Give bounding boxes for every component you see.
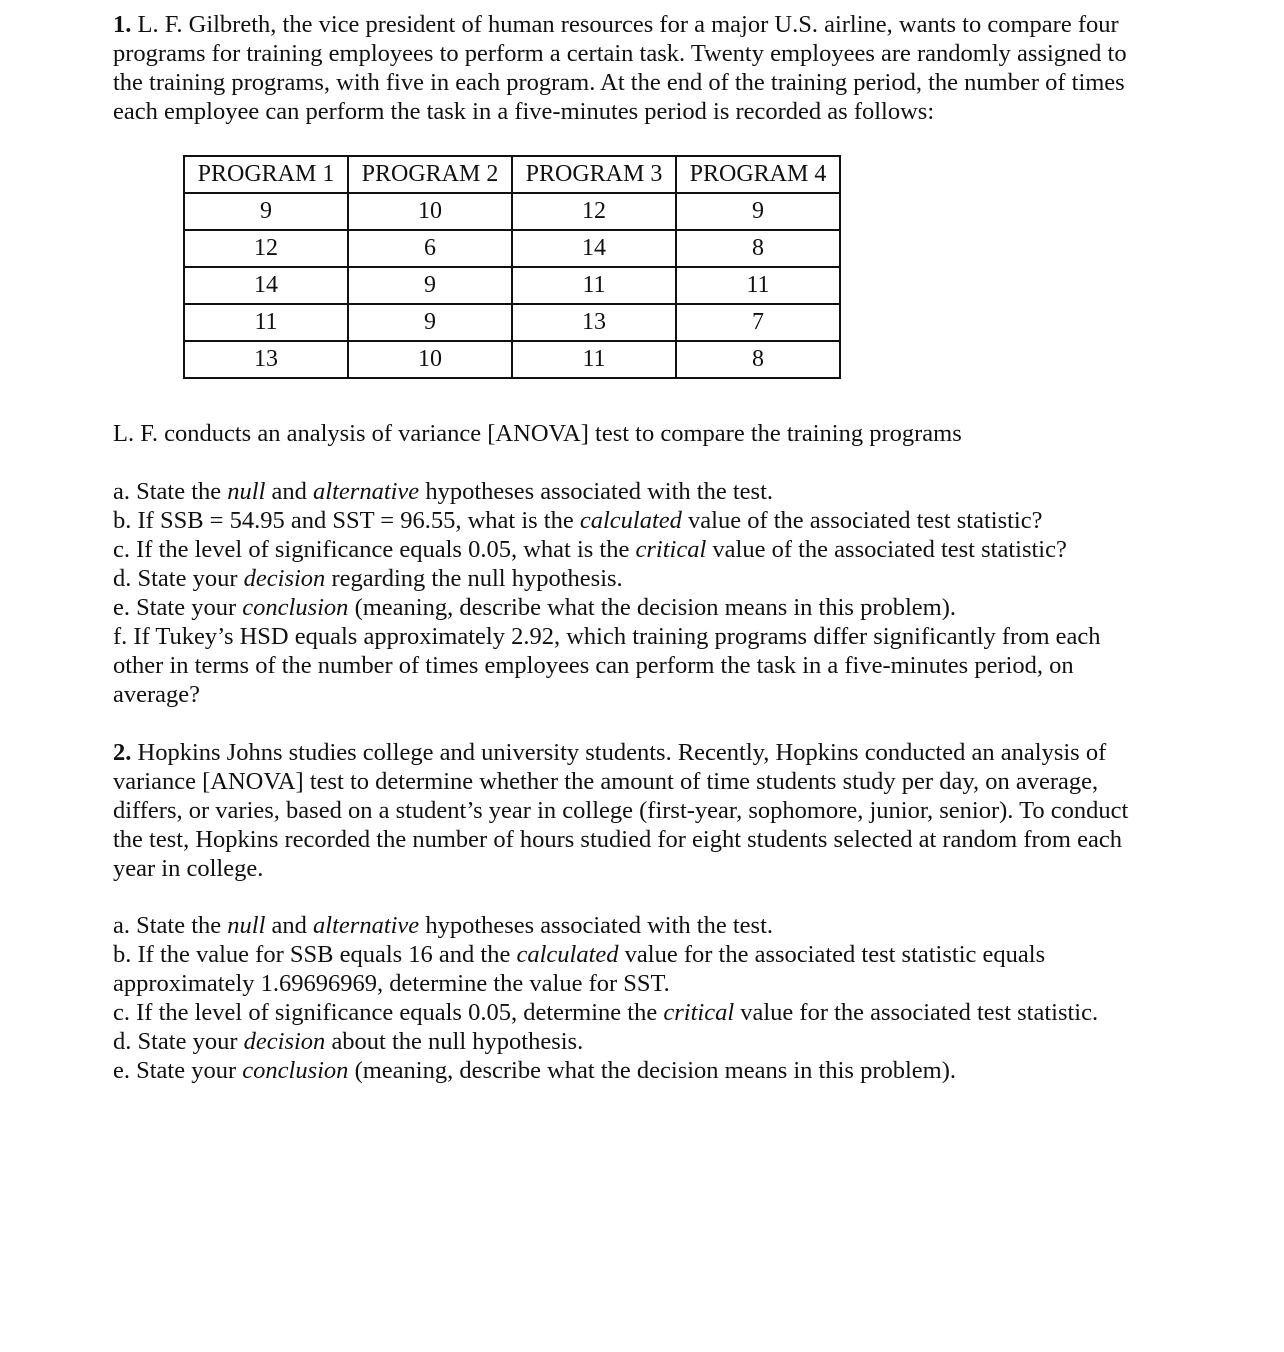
question-1c: c. If the level of significance equals 0.05, what is the critical value of the associated test statistic?: [113, 536, 1067, 563]
problem-1-intro-line: programs for training employees to perform a certain task. Twenty employees are randomly assigned to: [113, 40, 1127, 67]
problem-1-intro: [113, 10, 1127, 126]
table-row: [184, 230, 840, 267]
table-cell: 14: [184, 267, 348, 304]
problem-1-number: 1.: [113, 11, 132, 38]
table-cell: 12: [512, 193, 676, 230]
column-header: PROGRAM 3: [512, 156, 676, 193]
question-1b: b. If SSB = 54.95 and SST = 96.55, what is the calculated value of the associated test statistic?: [113, 507, 1043, 534]
column-header: PROGRAM 2: [348, 156, 512, 193]
table-cell: 9: [676, 193, 840, 230]
problem-2-number: 2.: [113, 739, 132, 766]
problem-1-intro-line: each employee can perform the task in a five-minutes period is recorded as follows:: [113, 98, 935, 125]
problem-1-anova-statement: L. F. conducts an analysis of variance [ANOVA] test to compare the training programs: [113, 420, 962, 447]
question-1d: d. State your decision regarding the null hypothesis.: [113, 565, 623, 592]
table-cell: 10: [348, 193, 512, 230]
table-row: [184, 304, 840, 341]
problem-2-intro-line: the test, Hopkins recorded the number of hours studied for eight students selected at random from each: [113, 826, 1122, 853]
table-cell: 9: [184, 193, 348, 230]
problem-1-intro-line: 1. L. F. Gilbreth, the vice president of human resources for a major U.S. airline, wants to compare four: [113, 11, 1119, 38]
problem-2-intro-line: 2. Hopkins Johns studies college and university students. Recently, Hopkins conducted an analysis of: [113, 739, 1107, 766]
table-cell: 14: [512, 230, 676, 267]
table-cell: 13: [184, 341, 348, 378]
problem-2-intro-line: year in college.: [113, 855, 264, 882]
problem-1-intro-line: the training programs, with five in each program. At the end of the training period, the number of times: [113, 69, 1125, 96]
training-programs-table: [183, 155, 841, 379]
problem-2-intro: [113, 738, 1128, 883]
table-cell: 11: [512, 341, 676, 378]
table-row: [184, 193, 840, 230]
column-header: PROGRAM 4: [676, 156, 840, 193]
table-cell: 9: [348, 267, 512, 304]
table-cell: 8: [676, 341, 840, 378]
table-cell: 12: [184, 230, 348, 267]
question-2a: a. State the null and alternative hypotheses associated with the test.: [113, 912, 774, 939]
table-cell: 8: [676, 230, 840, 267]
table-cell: 13: [512, 304, 676, 341]
problem-1-questions: [113, 477, 1101, 709]
question-2e: e. State your conclusion (meaning, describe what the decision means in this problem).: [113, 1057, 957, 1084]
question-1e: e. State your conclusion (meaning, describe what the decision means in this problem).: [113, 594, 957, 621]
table-cell: 10: [348, 341, 512, 378]
problem-2-intro-line: variance [ANOVA] test to determine whether the amount of time students study per day, on average,: [113, 768, 1099, 795]
problem-2-questions: [113, 911, 1098, 1085]
question-2b: b. If the value for SSB equals 16 and the calculated value for the associated test statistic equals: [113, 941, 1046, 968]
column-header: PROGRAM 1: [184, 156, 348, 193]
question-1f-cont: average?: [113, 681, 201, 708]
table-cell: 11: [184, 304, 348, 341]
table-cell: 6: [348, 230, 512, 267]
question-2c: c. If the level of significance equals 0.05, determine the critical value for the associated test statistic.: [113, 999, 1099, 1026]
problem-2-intro-line: differs, or varies, based on a student’s year in college (first-year, sophomore, junior, senior). To conduct: [113, 797, 1129, 824]
question-1a: a. State the null and alternative hypotheses associated with the test.: [113, 478, 774, 505]
table-cell: 7: [676, 304, 840, 341]
question-1f: f. If Tukey’s HSD equals approximately 2.92, which training programs differ significantly from each: [113, 623, 1101, 650]
table-cell: 11: [512, 267, 676, 304]
question-2d: d. State your decision about the null hypothesis.: [113, 1028, 584, 1055]
table-row: [184, 267, 840, 304]
question-1f-cont: other in terms of the number of times employees can perform the task in a five-minutes period, on: [113, 652, 1074, 679]
table-header-row: [184, 156, 840, 193]
table-row: [184, 341, 840, 378]
table-cell: 9: [348, 304, 512, 341]
question-2b-cont: approximately 1.69696969, determine the value for SST.: [113, 970, 670, 997]
table-cell: 11: [676, 267, 840, 304]
